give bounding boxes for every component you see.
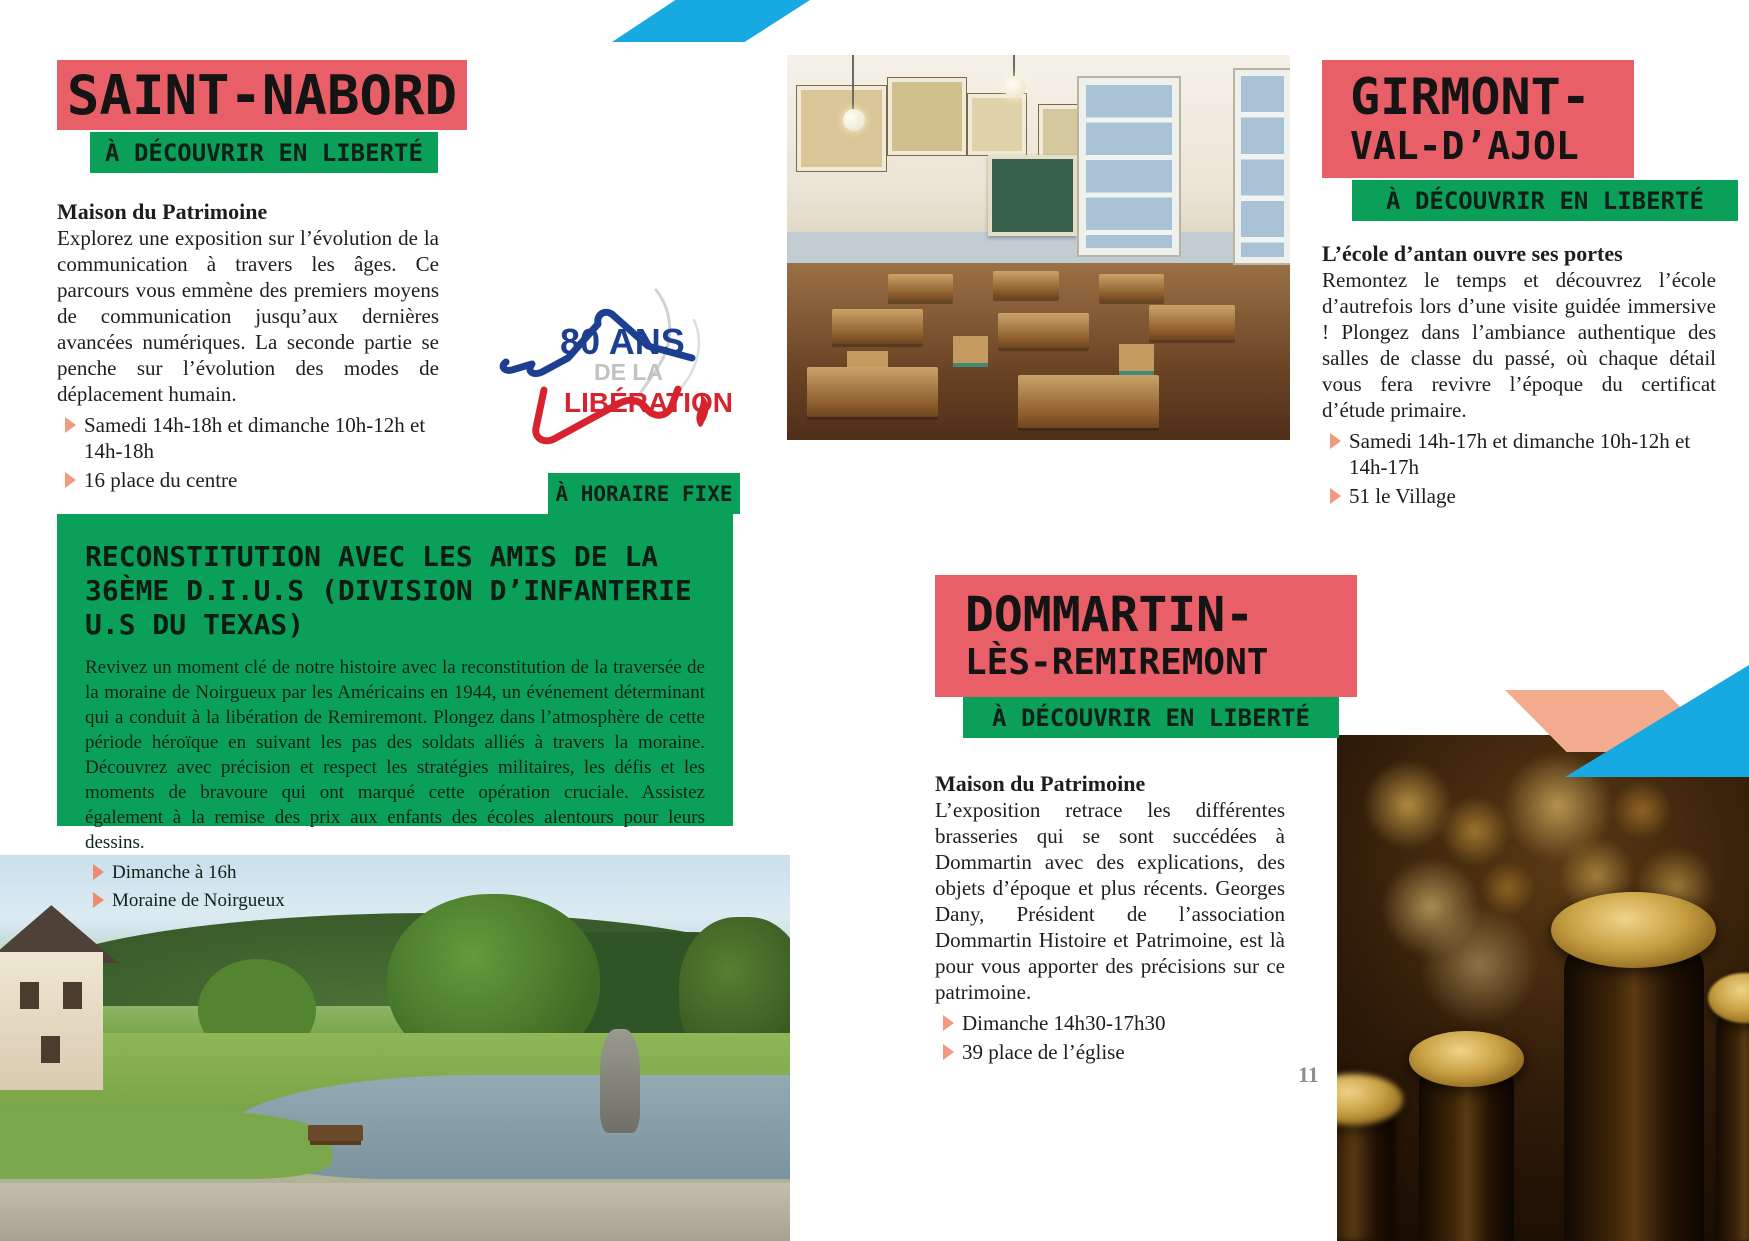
house-window	[41, 1036, 60, 1063]
school-desk	[993, 271, 1058, 298]
grass-bank	[0, 1110, 332, 1179]
saint-nabord-text-block	[57, 198, 439, 496]
location-text: 39 place de l’église	[962, 1040, 1125, 1064]
location-text: 16 place du centre	[84, 468, 238, 492]
section-title-line1: GIRMONT-	[1350, 68, 1591, 126]
badge-text: À DÉCOUVRIR EN LIBERTÉ	[992, 703, 1310, 732]
badge-liberte-dommartin	[963, 697, 1339, 738]
location-item	[943, 1039, 1285, 1065]
lamp-cord	[1013, 55, 1015, 78]
arrow-icon	[93, 864, 104, 880]
house	[0, 952, 103, 1091]
event-description: Explorez une exposition sur l’évolution de la communication à travers les âges. Ce parcours vous emmène des premiers moyens de communication jusqu’aux dernières avancées numériques. La seconde partie se penche sur l’évolution des modes de déplacement humain.	[57, 226, 439, 406]
schedule-text: Samedi 14h-17h et dimanche 10h-12h et 14h-17h	[1349, 429, 1691, 479]
bottle-cap	[1551, 892, 1716, 968]
location-item	[65, 467, 439, 493]
reconstitution-event-block	[57, 514, 733, 911]
girmont-text-block	[1322, 240, 1716, 512]
top-blue-parallelogram	[612, 0, 810, 42]
bottle-cap	[1409, 1031, 1524, 1087]
arrow-icon	[943, 1044, 954, 1060]
page-number: 11	[1298, 1062, 1319, 1087]
badge-liberte-girmont	[1352, 180, 1738, 221]
section-title-line2: VAL-D’AJOL	[1350, 124, 1579, 168]
chalkboard	[988, 155, 1076, 236]
liberation-80-ans-logo	[498, 250, 748, 465]
school-desk	[1149, 305, 1235, 340]
school-desk	[998, 313, 1089, 348]
schedule-text: Dimanche 14h30-17h30	[962, 1011, 1166, 1035]
logo-line1: 80 ANS	[560, 321, 685, 362]
school-chair	[953, 336, 988, 367]
path	[0, 1183, 790, 1241]
arrow-icon	[65, 417, 76, 433]
section-title-saint-nabord	[57, 60, 467, 130]
window	[1079, 78, 1180, 255]
event-title: L’école d’antan ouvre ses portes	[1322, 241, 1623, 266]
house-window	[63, 982, 82, 1009]
badge-text: À DÉCOUVRIR EN LIBERTÉ	[1386, 186, 1704, 215]
logo-line3: LIBÉRATION	[564, 387, 734, 418]
section-title-line2: LÈS-REMIREMONT	[965, 642, 1269, 683]
classroom-photo	[787, 55, 1290, 440]
schedule-item	[93, 860, 705, 885]
badge-horaire-fixe	[548, 473, 740, 514]
schedule-item	[65, 412, 439, 464]
memorial-stone	[600, 1029, 640, 1133]
school-chair	[1119, 344, 1154, 375]
section-title-line1: DOMMARTIN-	[965, 587, 1254, 643]
arrow-icon	[1330, 433, 1341, 449]
schedule-text: Dimanche à 16h	[112, 862, 237, 883]
location-item	[1330, 483, 1716, 509]
arrow-icon	[65, 472, 76, 488]
lamp-cord	[852, 55, 854, 113]
location-item	[93, 888, 705, 913]
classroom-wall	[787, 232, 1290, 265]
wall-map	[968, 94, 1026, 156]
section-title-dommartin	[935, 575, 1357, 697]
arrow-icon	[943, 1015, 954, 1031]
house-window	[20, 982, 39, 1009]
arrow-icon	[1330, 488, 1341, 504]
arrow-icon	[93, 892, 104, 908]
section-title-girmont	[1322, 60, 1634, 178]
event-description: L’exposition retrace les différentes brasseries qui se sont succédées à Dommartin avec des explications, des objets d’époque et plus récents. Georges Dany, Président de l’association Dommartin Histoire et Patrimoine, est là pour vous apporter des précisions sur ce patrimoine.	[935, 798, 1285, 1004]
event-description: Remontez le temps et découvrez l’école d’autrefois lors d’une visite guidée immersive ! Plongez dans l’ambiance authentique des salles de classe du passé, où chaque détail vous fera revivre l’époque du certificat d’étude primaire.	[1322, 268, 1716, 422]
brewery-bottles-photo	[1337, 735, 1749, 1241]
schedule-item	[1330, 428, 1716, 480]
wall-map	[797, 86, 885, 171]
event-title: Maison du Patrimoine	[935, 771, 1146, 796]
school-desk	[1099, 274, 1164, 301]
badge-text: À HORAIRE FIXE	[555, 481, 733, 506]
logo-line2: DE LA	[594, 359, 663, 385]
badge-liberte-saint-nabord	[90, 132, 438, 173]
badge-text: À DÉCOUVRIR EN LIBERTÉ	[105, 138, 423, 167]
schedule-item	[943, 1010, 1285, 1036]
event-block-description: Revivez un moment clé de notre histoire avec la reconstitution de la traversée de la moraine de Noirgueux par les Américains en 1944, un événement déterminant qui a conduit à la libération de Remiremont. Plongez dans l’atmosphère de cette période héroïque en suivant les pas des soldats alliés à travers la moraine. Découvrez avec précision et respect les stratégies militaires, les défis et les moments de bravoure qui ont marqué cette opération cruciale. Assistez également à la remise des prix aux enfants des écoles alentours pour leurs dessins.	[85, 657, 705, 853]
bench	[308, 1125, 363, 1140]
school-desk	[888, 274, 953, 301]
dommartin-text-block	[935, 770, 1285, 1068]
window	[1235, 70, 1290, 263]
school-desk	[832, 309, 923, 344]
bottle-neck	[1716, 998, 1749, 1241]
school-desk	[807, 367, 938, 417]
schedule-text: Samedi 14h-18h et dimanche 10h-12h et 14h-18h	[84, 413, 426, 463]
school-desk	[1018, 375, 1159, 429]
section-title-text: SAINT-NABORD	[66, 63, 458, 127]
bottle-neck	[1564, 927, 1704, 1241]
location-text: 51 le Village	[1349, 484, 1456, 508]
wall-map	[888, 78, 966, 155]
location-text: Moraine de Noirgueux	[112, 890, 285, 911]
event-title: Maison du Patrimoine	[57, 199, 268, 224]
event-block-title: RECONSTITUTION AVEC LES AMIS DE LA 36ÈME D.I.U.S (DIVISION D’INFANTERIE U.S DU TEXAS)	[85, 540, 692, 641]
